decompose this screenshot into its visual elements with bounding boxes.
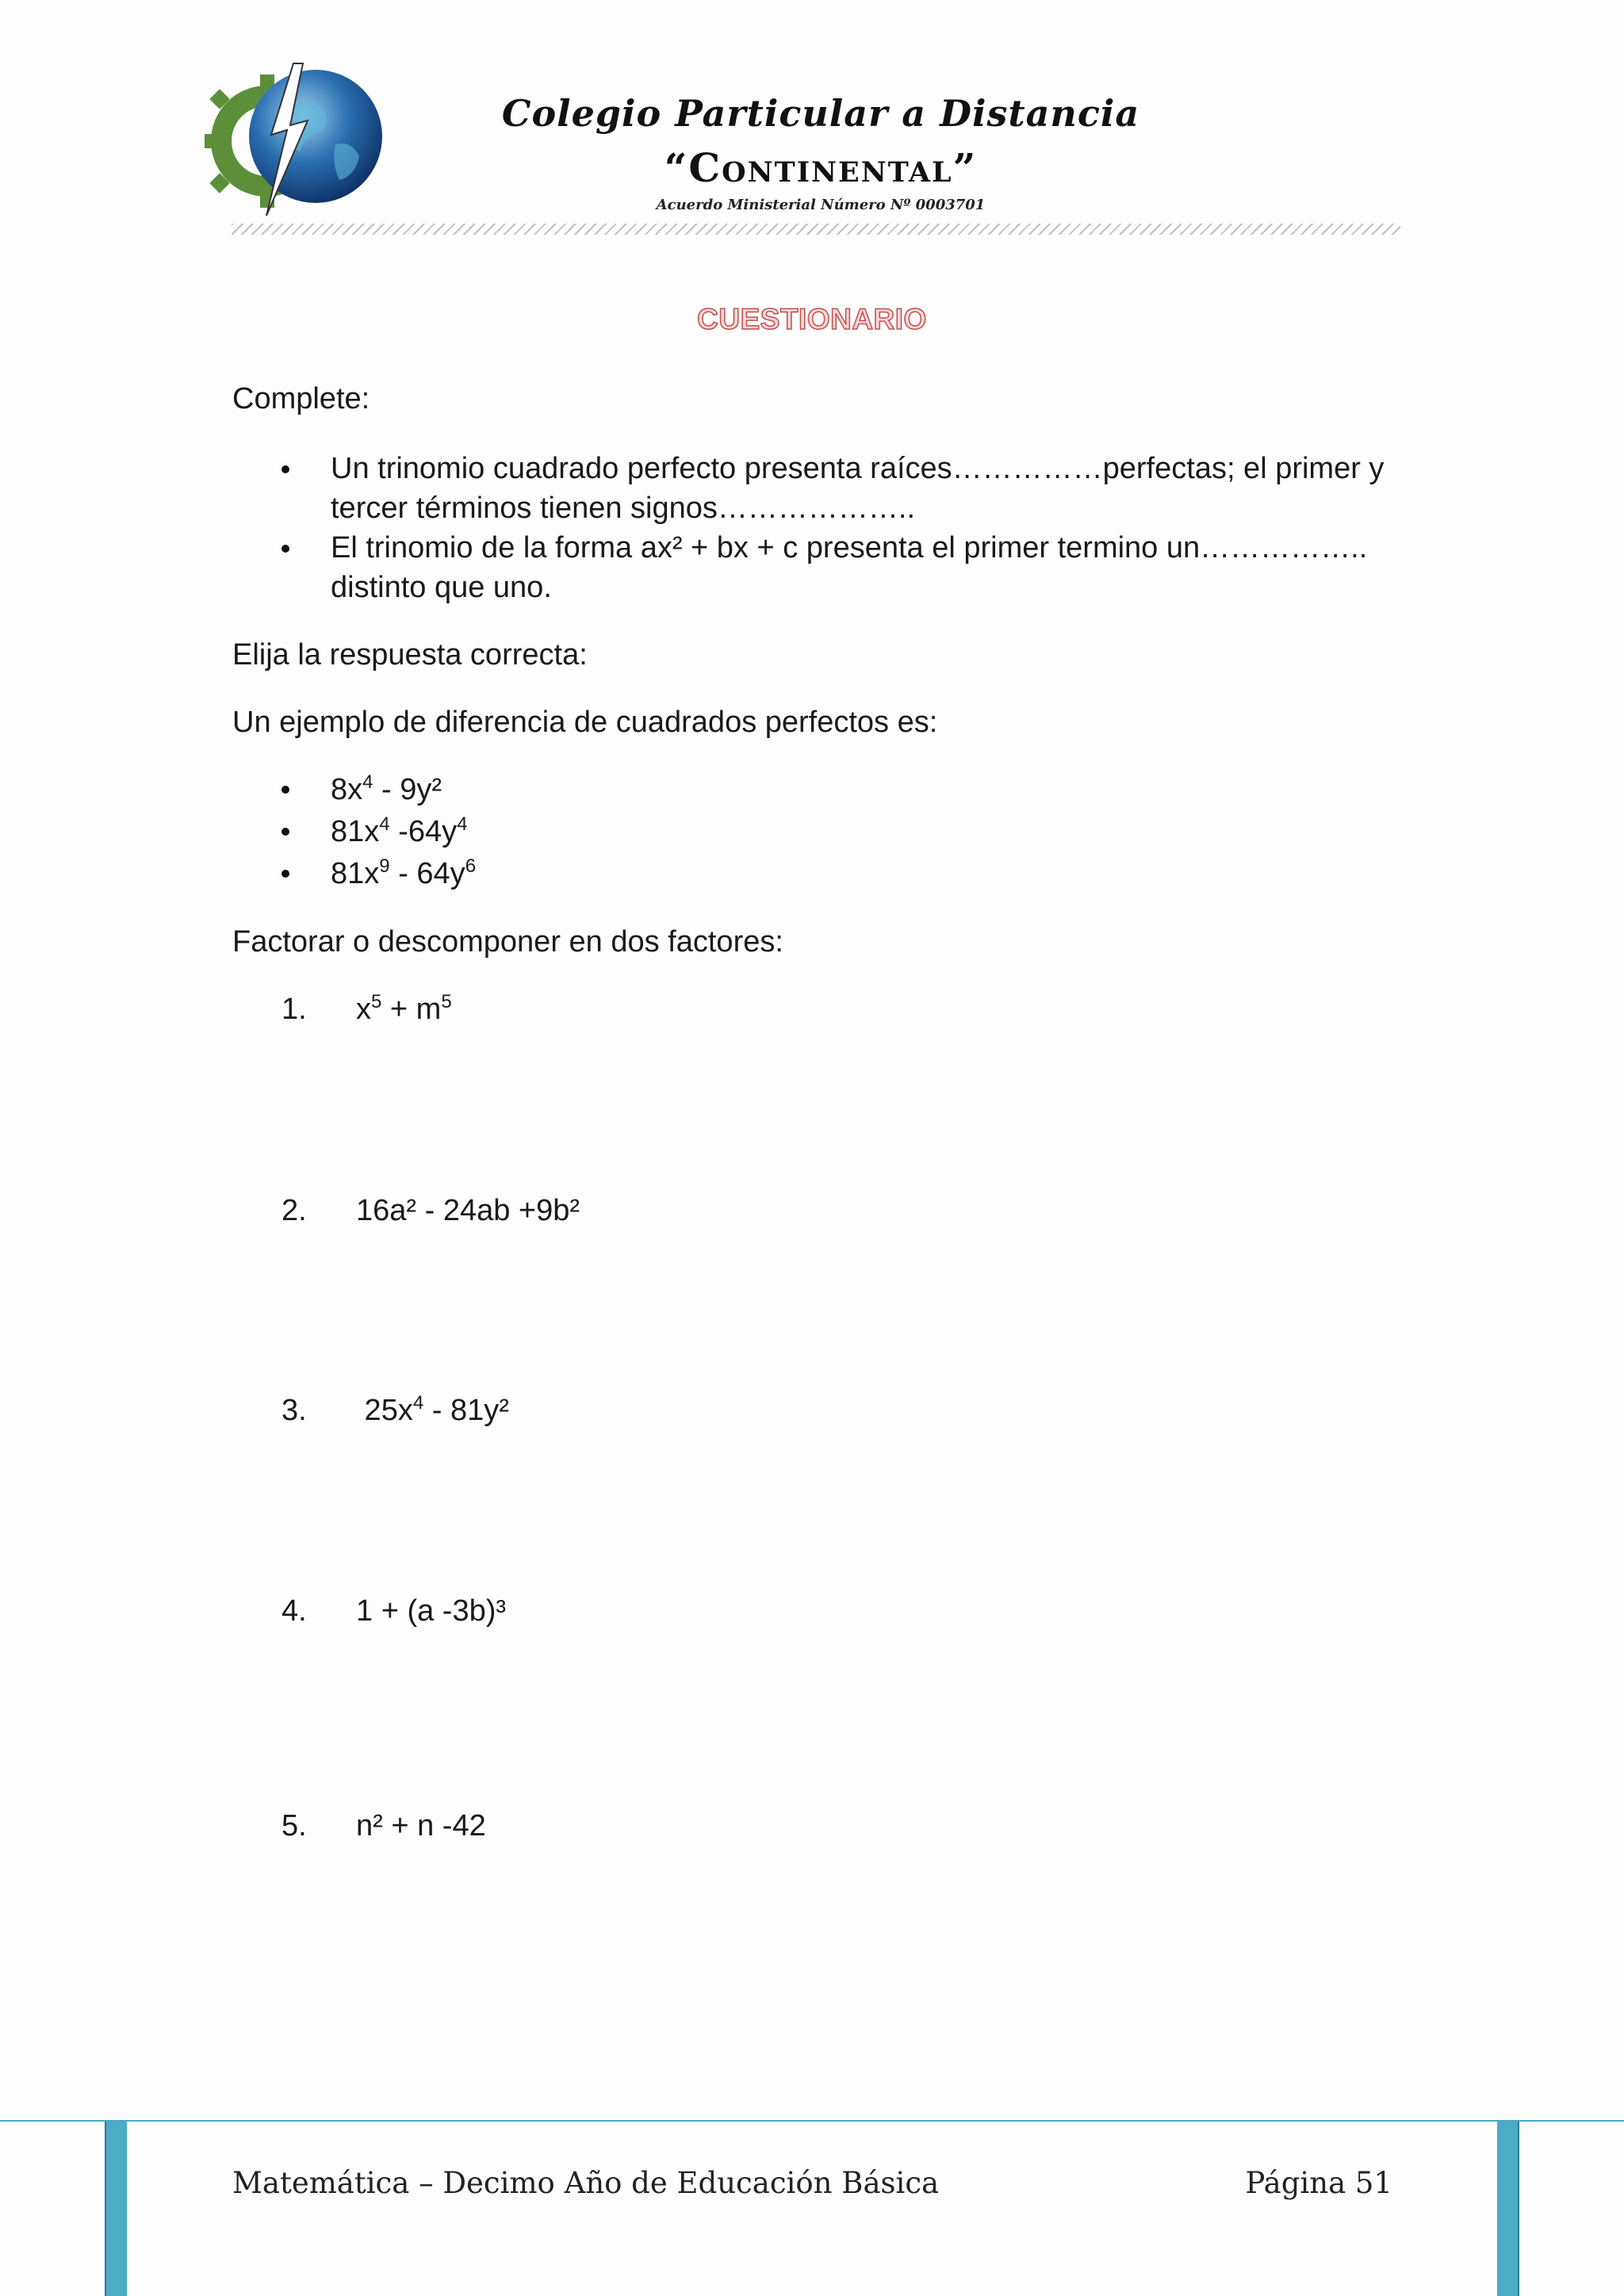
bullet-icon: [282, 786, 289, 794]
school-short-name: “Continental”: [664, 144, 978, 191]
exercise-item: 5. n² + n -42: [282, 1809, 486, 1843]
exercise-item: 4. 1 + (a -3b)³: [282, 1594, 507, 1628]
option-item: $8x^4 - 9y^2$: [232, 769, 1406, 811]
page-title: CUESTIONARIO: [697, 303, 927, 335]
exercise-item: 1. $x^5 + m^5$: [282, 991, 452, 1026]
header-divider: [232, 224, 1400, 235]
bullet-icon: [282, 870, 289, 878]
option-item: $81x^4$ $-64y^4$: [232, 811, 1406, 853]
complete-list: [232, 449, 1406, 607]
page-number: Página 51: [1245, 2166, 1392, 2200]
footer-accent-left: [105, 2122, 127, 2296]
bullet-icon: [282, 545, 289, 553]
choose-options: [232, 769, 1406, 895]
bullet-icon: [282, 465, 289, 473]
bullet-icon: [282, 828, 289, 836]
list-item: Un trinomio cuadrado perfecto presenta raíces……………perfectas; el primer y tercer términos tienen signos………………..: [232, 449, 1406, 528]
footer-divider: [0, 2120, 1624, 2122]
choose-label: Elija la respuesta correcta:: [232, 638, 588, 672]
ministerial-agreement: Acuerdo Ministerial Número Nº 0003701: [656, 197, 986, 213]
complete-label: Complete:: [232, 382, 370, 415]
choose-question: Un ejemplo de diferencia de cuadrados perfectos es:: [232, 706, 938, 739]
footer-accent-right: [1497, 2122, 1519, 2296]
option-item: $81x^9 - 64y^6$: [232, 853, 1406, 895]
exercise-item: 3. $25x^4 - 81y^2$: [282, 1392, 509, 1427]
school-name: Colegio Particular a Distancia: [501, 92, 1140, 135]
exercise-item: 2. 16a² - 24ab +9b²: [282, 1194, 580, 1227]
globe-icon: [249, 70, 382, 203]
factor-label: Factorar o descomponer en dos factores:: [232, 925, 783, 959]
footer-subject: Matemática – Decimo Año de Educación Básica: [232, 2166, 940, 2200]
school-logo: [205, 57, 392, 224]
list-item: El trinomio de la forma ax² + bx + c presenta el primer termino un…………….. distinto que uno.: [232, 528, 1406, 607]
